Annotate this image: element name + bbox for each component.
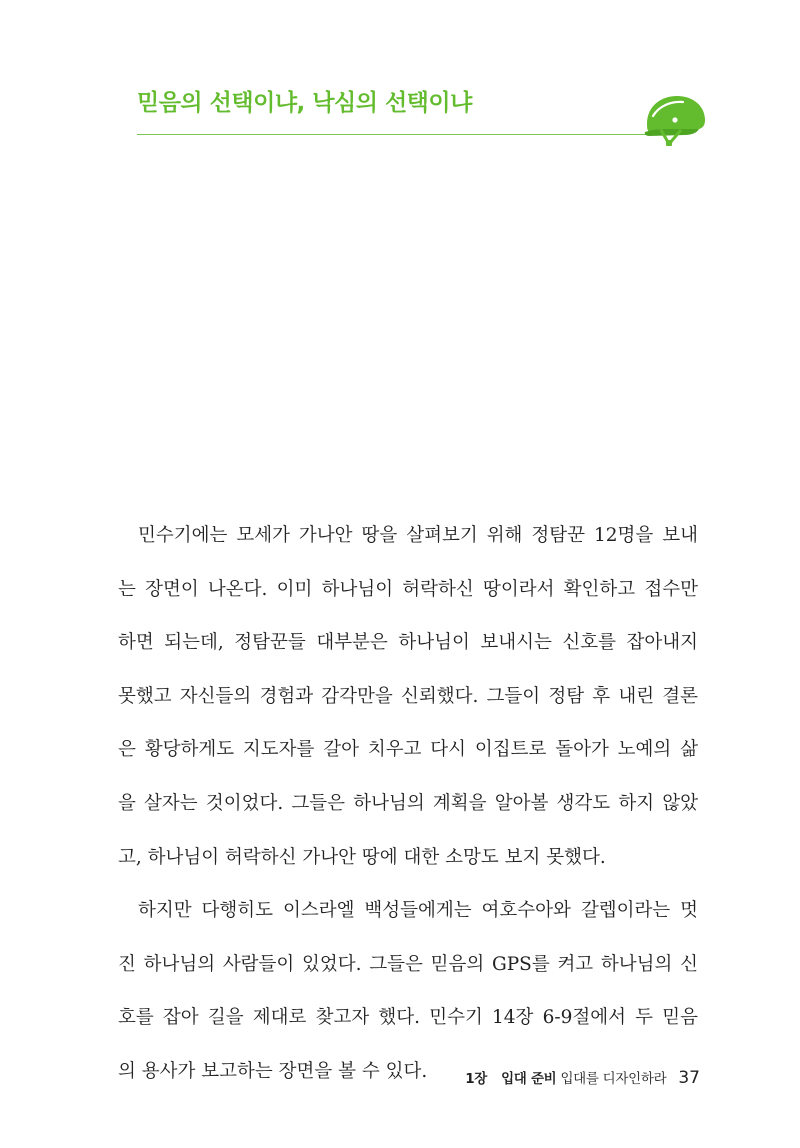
helmet-icon: [641, 92, 707, 148]
chapter-label: 1장: [465, 1071, 488, 1087]
text-line: 고, 하나님이 허락하신 가나안 땅에 대한 소망도 보지 못했다.: [118, 846, 606, 868]
text-line: 호를 잡아 길을 제대로 찾고자 했다. 민수기 14장 6-9절에서 두 믿음: [118, 1007, 698, 1029]
text-line: 진 하나님의 사람들이 있었다. 그들은 믿음의 GPS를 켜고 하나님의 신: [118, 953, 698, 975]
text-line: 하지만 다행히도 이스라엘 백성들에게는 여호수아와 갈렙이라는 멋: [138, 900, 698, 922]
page-number: 37: [678, 1068, 700, 1088]
text-line: 민수기에는 모세가 가나안 땅을 살펴보기 위해 정탐꾼 12명을 보내: [138, 525, 698, 546]
text-line: 을 살자는 것이었다. 그들은 하나님의 계획을 알아볼 생각도 하지 않았: [118, 792, 698, 814]
section-title: 믿음의 선택이냐, 낙심의 선택이냐: [137, 90, 472, 116]
header-divider: [137, 134, 656, 135]
page-footer: [465, 1067, 700, 1088]
text-line: 못했고 자신들의 경험과 감각만을 신뢰했다. 그들이 정탐 후 내린 결론: [118, 685, 698, 707]
text-line: 의 용사가 보고하는 장면을 볼 수 있다.: [118, 1060, 428, 1082]
text-line: 는 장면이 나온다. 이미 하나님이 허락하신 땅이라서 확인하고 접수만: [118, 578, 698, 600]
text-line: 하면 되는데, 정탐꾼들 대부분은 하나님이 보내시는 신호를 잡아내지: [118, 632, 698, 654]
body-text: [118, 509, 698, 1099]
chapter-subtitle: 입대를 디자인하라: [560, 1071, 667, 1087]
text-line: 은 황당하게도 지도자를 갈아 치우고 다시 이집트로 돌아가 노예의 삶: [118, 739, 698, 761]
section-label: 입대 준비: [501, 1071, 557, 1087]
